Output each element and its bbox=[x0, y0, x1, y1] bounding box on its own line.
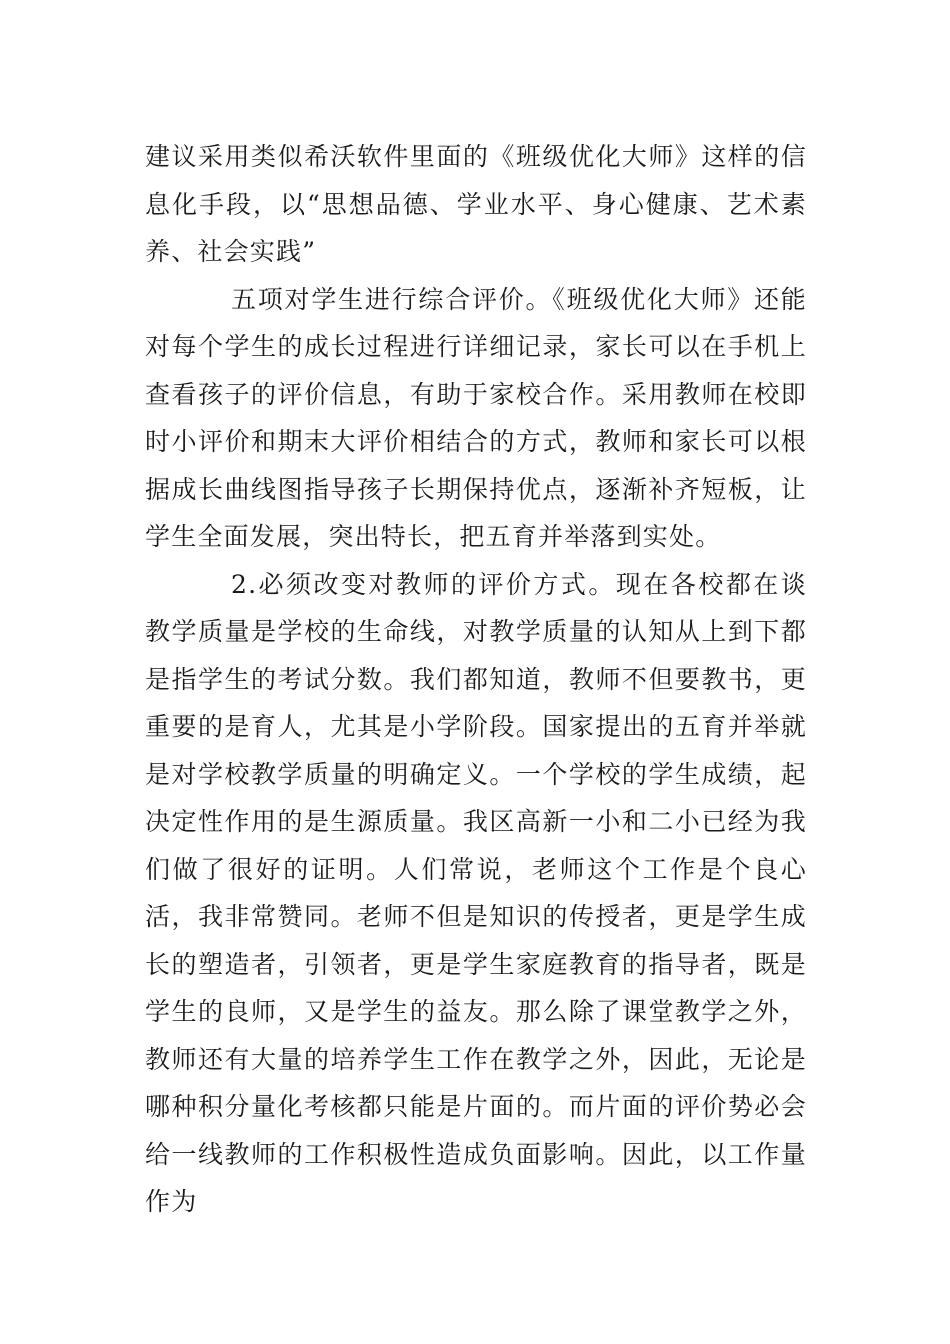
document-page bbox=[145, 133, 807, 1226]
paragraph-1: 建议采用类似希沃软件里面的《班级优化大师》这样的信息化手段，以“思想品德、学业水平、身心健康、艺术素养、社会实践” bbox=[145, 142, 807, 266]
paragraph-2: 五项对学生进行综合评价。《班级优化大师》还能对每个学生的成长过程进行详细记录，家长可以在手机上查看孩子的评价信息，有助于家校合作。采用教师在校即时小评价和期末大评价相结合的方式，教师和家长可以根据成长曲线图指导孩子长期保持优点，逐渐补齐短板，让学生全面发展，突出特长，把五育并举落到实处。 bbox=[145, 284, 807, 551]
paragraph-3: 2.必须改变对教师的评价方式。现在各校都在谈教学质量是学校的生命线，对教学质量的认知从上到下都是指学生的考试分数。我们都知道，教师不但要教书，更重要的是育人，尤其是小学阶段。国家提出的五育并举就是对学校教学质量的明确定义。一个学校的学生成绩，起决定性作用的是生源质量。我区高新一小和二小已经为我们做了很好的证明。人们常说，老师这个工作是个良心活，我非常赞同。老师不但是知识的传授者，更是学生成长的塑造者，引领者，更是学生家庭教育的指导者，既是学生的良师，又是学生的益友。那么除了课堂教学之外，教师还有大量的培养学生工作在教学之外，因此，无论是哪种积分量化考核都只能是片面的。而片面的评价势必会给一线教师的工作积极性造成负面影响。因此，以工作量作为 bbox=[145, 569, 807, 1216]
